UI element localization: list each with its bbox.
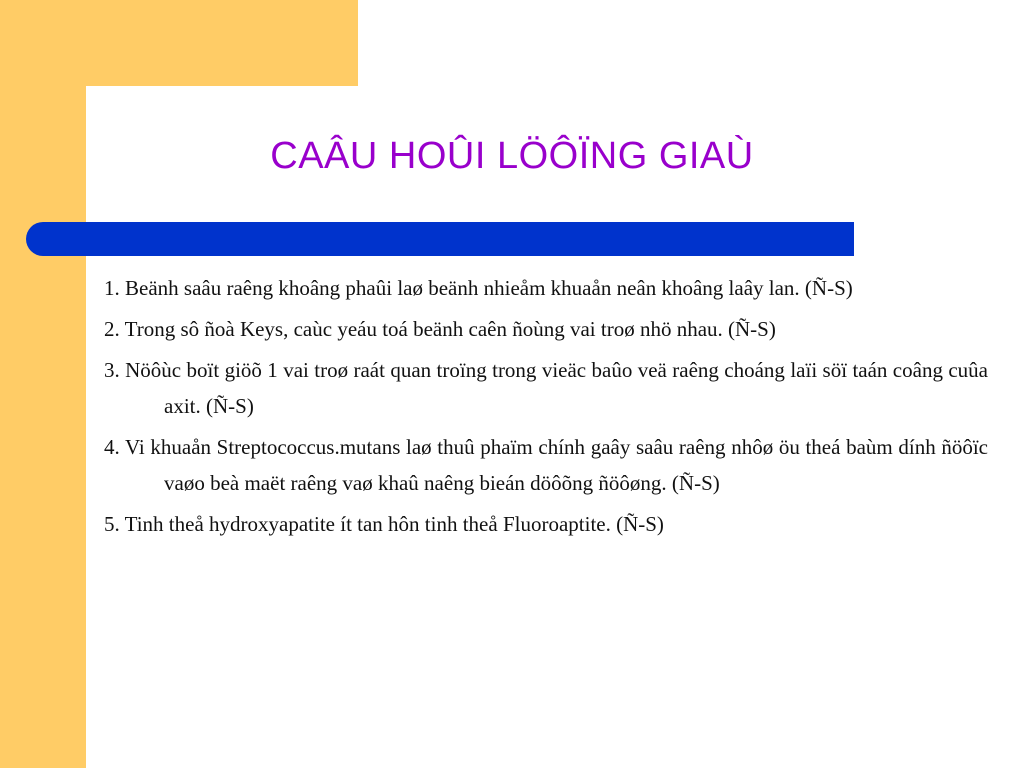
- question-item-4: 4. Vi khuaån Streptococcus.mutans laø thuû phaïm chính gaây saâu raêng nhôø öu theá baùm dính ñöôïc vaøo beà maët raêng vaø khaû naêng bieán döôõng ñöôøng. (Ñ-S): [104, 435, 988, 495]
- slide-title: CAÂU HOÛI LÖÔÏNG GIAÙ: [270, 135, 754, 177]
- question-item-3: 3. Nöôùc boït giöõ 1 vai troø raát quan troïng trong vieäc baûo veä raêng choáng laïi söï taán coâng cuûa axit. (Ñ-S): [104, 358, 988, 418]
- question-item-5: 5. Tinh theå hydroxyapatite ít tan hôn tinh theå Fluoroaptite. (Ñ-S): [104, 512, 664, 536]
- question-list: [104, 270, 988, 547]
- question-item-2: 2. Trong sô ñoà Keys, caùc yeáu toá beänh caên ñoùng vai troø nhö nhau. (Ñ-S): [104, 317, 776, 341]
- question-item-1: 1. Beänh saâu raêng khoâng phaûi laø beänh nhieåm khuaån neân khoâng laây lan. (Ñ-S): [104, 276, 853, 300]
- title-underline-bar: [26, 222, 854, 256]
- yellow-accent-left: [0, 0, 86, 768]
